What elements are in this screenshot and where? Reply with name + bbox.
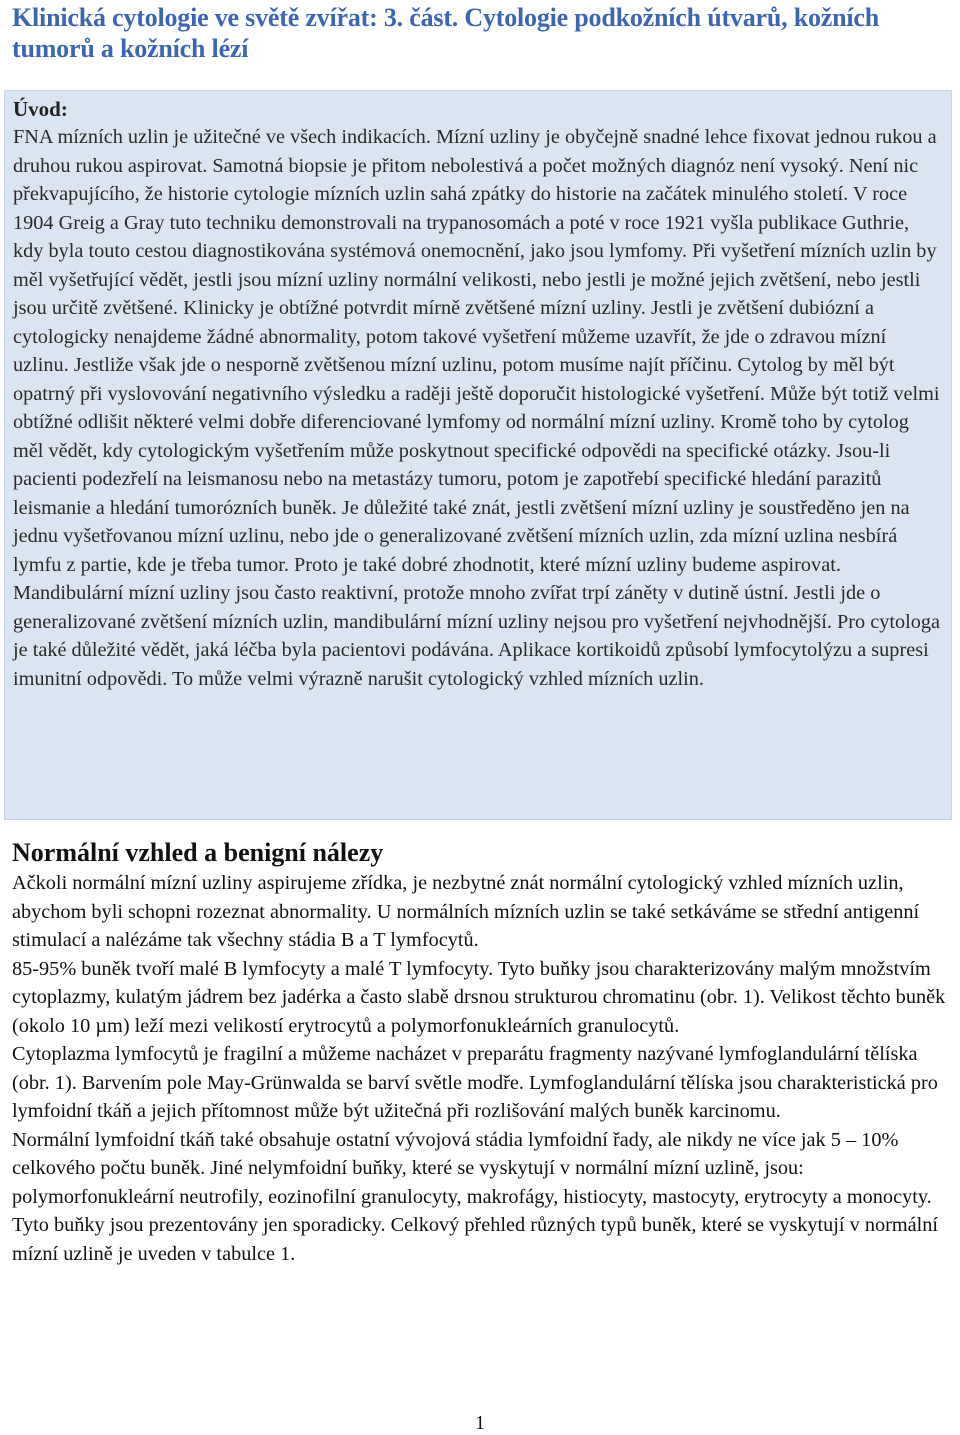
section-paragraph-2: 85-95% buněk tvoří malé B lymfocyty a malé T lymfocyty. Tyto buňky jsou charakterizovány malým množstvím cytoplazmy, kulatým jádrem bez jadérka a často slabě drsnou strukturou chromatinu (obr. 1). Velikost těchto buněk (okolo 10 µm) leží mezi velikostí erytrocytů a polymorfonukleárních granulocytů. (12, 957, 946, 1037)
section-heading: Normální vzhled a benigní nálezy (12, 838, 384, 867)
page-number: 1 (475, 1412, 485, 1434)
section-paragraph-4: Normální lymfoidní tkáň také obsahuje ostatní vývojová stádia lymfoidní řady, ale nikdy ne více jak 5 – 10% celkového počtu buněk. Jiné nelymfoidní buňky, které se vyskytují v normální mízní uzlině, jsou: polymorfonukleární neutrofily, eozinofilní granulocyty, makrofágy, histiocyty, mastocyty, erytrocyty a monocyty. Tyto buňky jsou prezentovány jen sporadicky. Celkový přehled různých typů buněk, které se vyskytují v normální mízní uzlině je uveden v tabulce 1. (12, 1128, 939, 1265)
intro-box (4, 90, 952, 820)
intro-heading: Úvod: (13, 97, 68, 121)
section-body (12, 869, 947, 1268)
intro-paragraph: FNA mízních uzlin je užitečné ve všech indikacích. Mízní uzliny je obyčejně snadné lehce fixovat jednou rukou a druhou rukou aspirovat. Samotná biopsie je přitom nebolestivá a počet možných diagnóz není vysoký. Není nic překvapujícího, že historie cytologie mízních uzlin sahá zpátky do historie na začátek minulého století. V roce 1904 Greig a Gray tuto techniku demonstrovali na trypanosomách a poté v roce 1921 vyšla publikace Guthrie, kdy byla touto cestou diagnostikována systémová onemocnění, jako jsou lymfomy. Při vyšetření mízních uzlin by měl vyšetřující vědět, jestli jsou mízní uzliny normální velikosti, nebo jestli je možné jejich zvětšení, nebo jestli jsou určitě zvětšené. Klinicky je obtížné potvrdit mírně zvětšené mízní uzliny. Jestli je zvětšení dubiózní a cytologicky nenajdeme žádné abnormality, potom takové vyšetření můžeme uzavřít, že jde o zdravou mízní uzlinu. Jestliže však jde o nesporně zvětšenou mízní uzlinu, potom musíme najít příčinu. Cytolog by měl být opatrný při vyslovování negativního výsledku a raději ještě doporučit histologické vyšetření. Může být totiž velmi obtížné odlišit některé velmi dobře diferenciované lymfomy od normální mízní uzliny. Kromě toho by cytolog měl vědět, kdy cytologickým vyšetřením může poskytnout specifické odpovědi na specifické otázky. Jsou-li pacienti podezřelí na leismanosu nebo na metastázy tumoru, potom je zapotřebí specifické hledání parazitů leismanie a hledání tumorózních buněk. Je důležité také znát, jestli zvětšení mízní uzliny je soustředěno jen na jednu vyšetřovanou mízní uzlinu, nebo jde o generalizované zvětšení mízních uzlin, zda mízní uzlina nesbírá lymfu z partie, kde je třeba tumor. Proto je také dobré zhodnotit, které mízní uzliny budeme aspirovat. Mandibulární mízní uzliny jsou často reaktivní, protože mnoho zvířat trpí záněty v dutině ústní. Jestli jde o generalizované zvětšení mízních uzlin, mandibulární mízní uzliny nejsou pro vyšetření nejvhodnější. Pro cytologa je také důležité vědět, jaká léčba byla pacientovi podávána. Aplikace kortikoidů způsobí lymfocytolýzu a supresi imunitní odpovědi. To může velmi výrazně narušit cytologický vzhled mízních uzlin. (13, 126, 941, 690)
document-title: Klinická cytologie ve světě zvířat: 3. část. Cytologie podkožních útvarů, kožních tumorů a kožních lézí (12, 3, 880, 63)
section-paragraph-1: Ačkoli normální mízní uzliny aspirujeme zřídka, je nezbytné znát normální cytologický vzhled mízních uzlin, abychom byli schopni rozeznat abnormality. U normálních mízních uzlin se také setkáváme se střední antigenní stimulací a nalézáme tak všechny stádia B a T lymfocytů. (12, 872, 920, 951)
section-paragraph-3: Cytoplazma lymfocytů je fragilní a můžeme nacházet v preparátu fragmenty nazývané lymfoglandulární tělíska (obr. 1). Barvením pole May-Grünwalda se barví světle modře. Lymfoglandulární tělíska jsou charakteristická pro lymfoidní tkáň a jejich přítomnost může být užitečná při rozlišování malých buněk karcinomu. (12, 1043, 938, 1122)
